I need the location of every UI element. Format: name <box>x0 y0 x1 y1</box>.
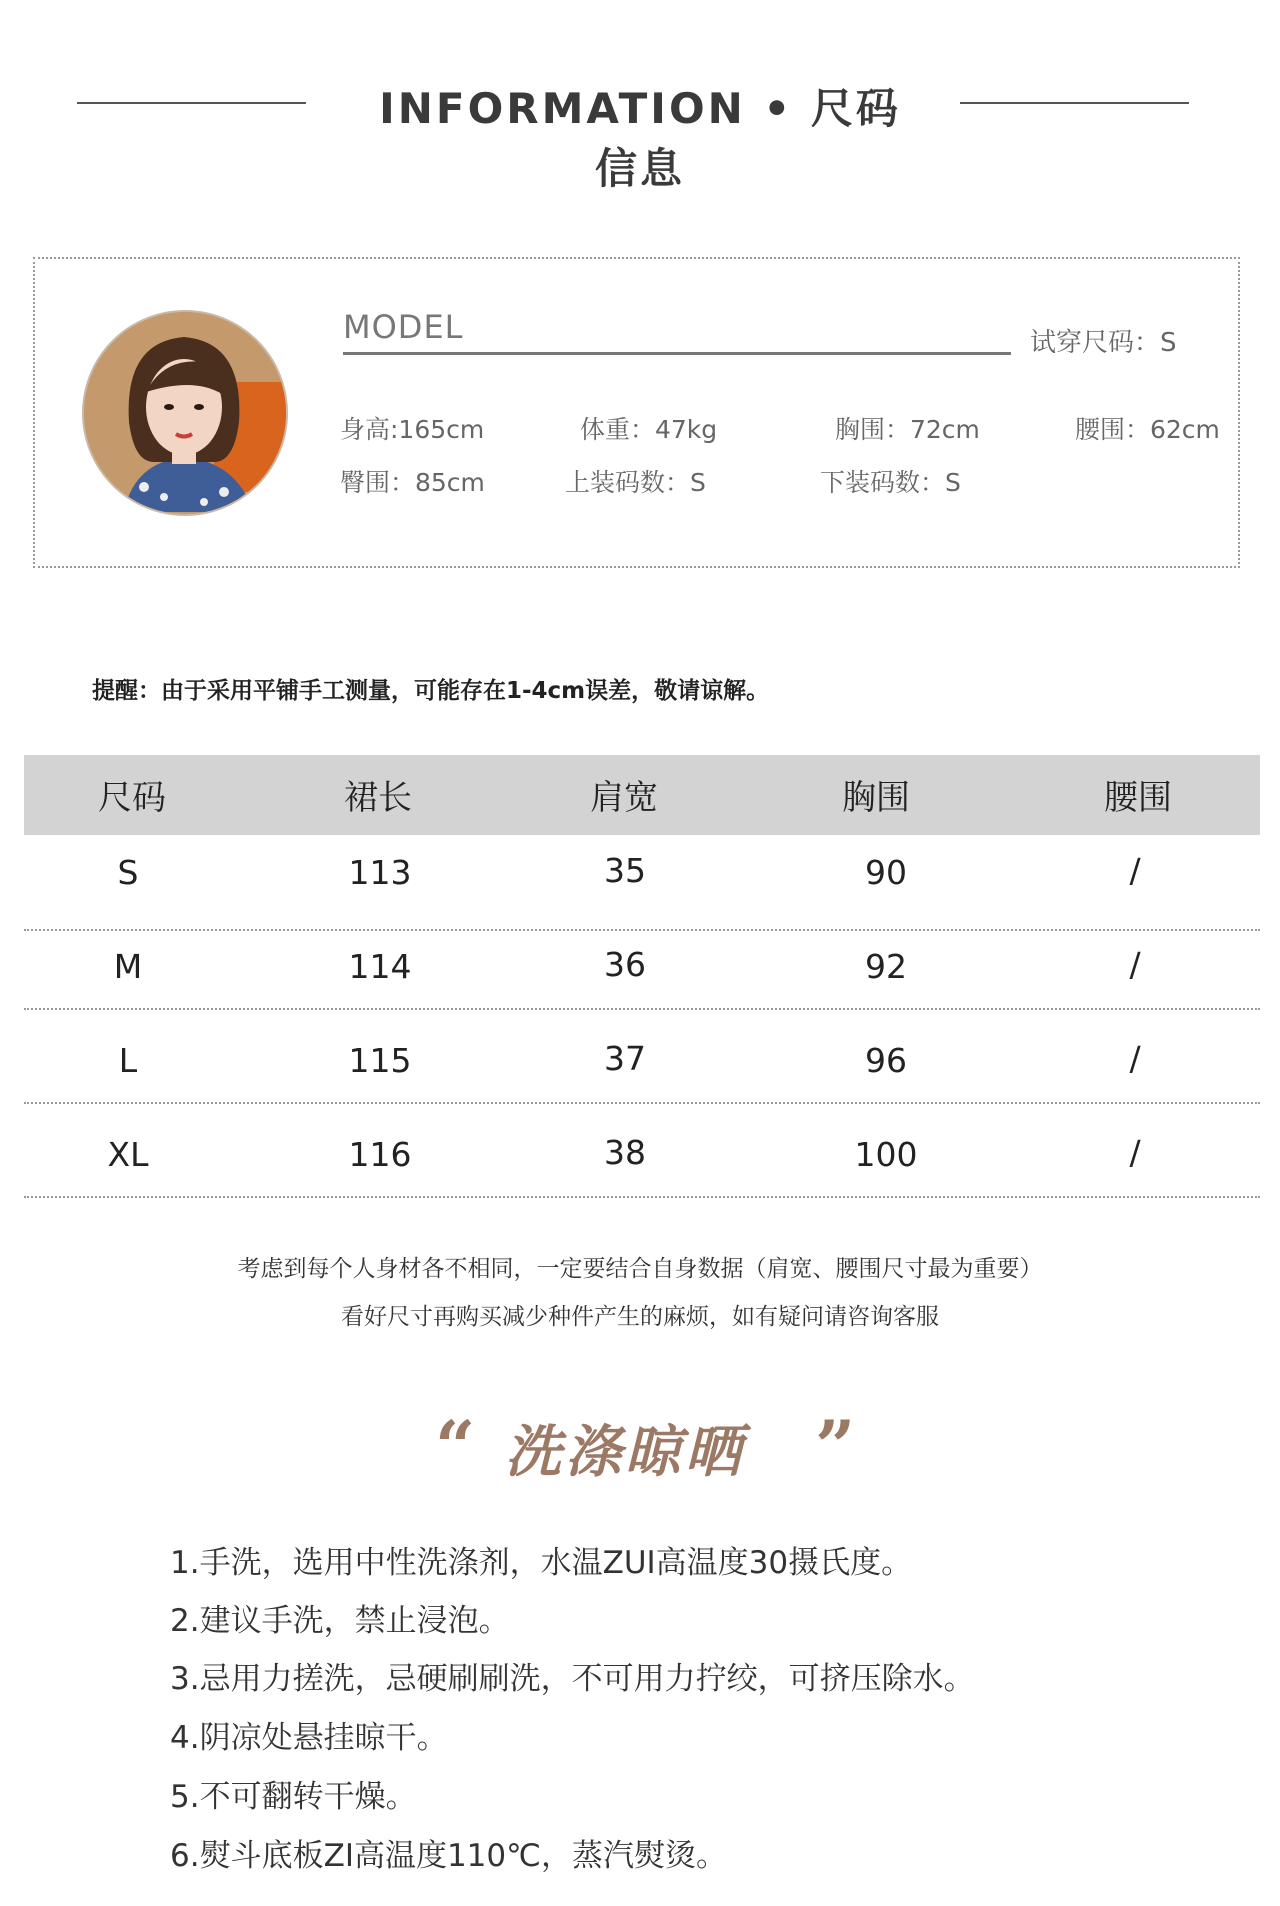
cell-chest: 96 <box>865 1041 907 1080</box>
col-header-chest: 胸围 <box>842 778 910 818</box>
cell-waist: / <box>1129 945 1141 984</box>
close-quote: ” <box>815 1405 856 1488</box>
header-left-line <box>77 102 306 104</box>
cell-length: 114 <box>348 947 412 986</box>
model-avatar <box>82 310 288 516</box>
model-label: MODEL <box>343 308 464 346</box>
size-note-line2: 看好尺寸再购买减少种件产生的麻烦，如有疑问请咨询客服 <box>341 1304 939 1330</box>
row-divider <box>24 1008 1260 1010</box>
try-size: 试穿尺码：S <box>1030 328 1177 358</box>
col-header-size: 尺码 <box>98 778 166 818</box>
cell-size: S <box>117 853 139 892</box>
cell-shoulder: 35 <box>604 851 646 890</box>
header-right-line <box>960 102 1189 104</box>
measurement-reminder: 提醒：由于采用平铺手工测量，可能存在1-4cm误差，敬请谅解。 <box>92 678 770 704</box>
stat-waist: 腰围：62cm <box>1075 415 1220 444</box>
care-item: 2.建议手洗，禁止浸泡。 <box>170 1603 510 1639</box>
wash-title: 洗涤晾晒 <box>505 1420 745 1485</box>
care-item: 5.不可翻转干燥。 <box>170 1779 417 1815</box>
cell-chest: 92 <box>865 947 907 986</box>
cell-waist: / <box>1129 851 1141 890</box>
cell-waist: / <box>1129 1039 1141 1078</box>
page-title: INFORMATION • 尺码信息 <box>379 84 901 193</box>
cell-size: M <box>113 947 143 986</box>
row-divider <box>24 1102 1260 1104</box>
cell-length: 116 <box>348 1135 412 1174</box>
stat-hip: 臀围：85cm <box>340 468 485 497</box>
cell-size: XL <box>107 1135 149 1174</box>
cell-shoulder: 36 <box>604 945 646 984</box>
care-item: 6.熨斗底板ZI高温度110℃，蒸汽熨烫。 <box>170 1838 727 1874</box>
col-header-length: 裙长 <box>344 778 412 818</box>
care-item: 3.忌用力搓洗，忌硬刷刷洗，不可用力拧绞，可挤压除水。 <box>170 1661 975 1697</box>
stat-top-size: 上装码数：S <box>565 468 706 497</box>
care-item: 1.手洗，选用中性洗涤剂，水温ZUI高温度30摄氏度。 <box>170 1545 913 1581</box>
cell-chest: 90 <box>865 853 907 892</box>
cell-length: 115 <box>348 1041 412 1080</box>
stat-bottom-size: 下装码数：S <box>820 468 961 497</box>
cell-size: L <box>118 1041 138 1080</box>
cell-shoulder: 37 <box>604 1039 646 1078</box>
open-quote: “ <box>435 1405 476 1488</box>
col-header-shoulder: 肩宽 <box>590 778 658 818</box>
row-divider <box>24 929 1260 931</box>
cell-shoulder: 38 <box>604 1133 646 1172</box>
cell-waist: / <box>1129 1133 1141 1172</box>
row-divider <box>24 1196 1260 1198</box>
stat-weight: 体重：47kg <box>580 415 718 444</box>
care-item: 4.阴凉处悬挂晾干。 <box>170 1720 448 1756</box>
size-note-line1: 考虑到每个人身材各不相同，一定要结合自身数据（肩宽、腰围尺寸最为重要） <box>237 1256 1043 1282</box>
cell-length: 113 <box>348 853 412 892</box>
col-header-waist: 腰围 <box>1104 778 1172 818</box>
model-underline <box>343 352 1011 355</box>
stat-height: 身高:165cm <box>340 415 485 444</box>
cell-chest: 100 <box>854 1135 918 1174</box>
stat-chest: 胸围：72cm <box>835 415 980 444</box>
